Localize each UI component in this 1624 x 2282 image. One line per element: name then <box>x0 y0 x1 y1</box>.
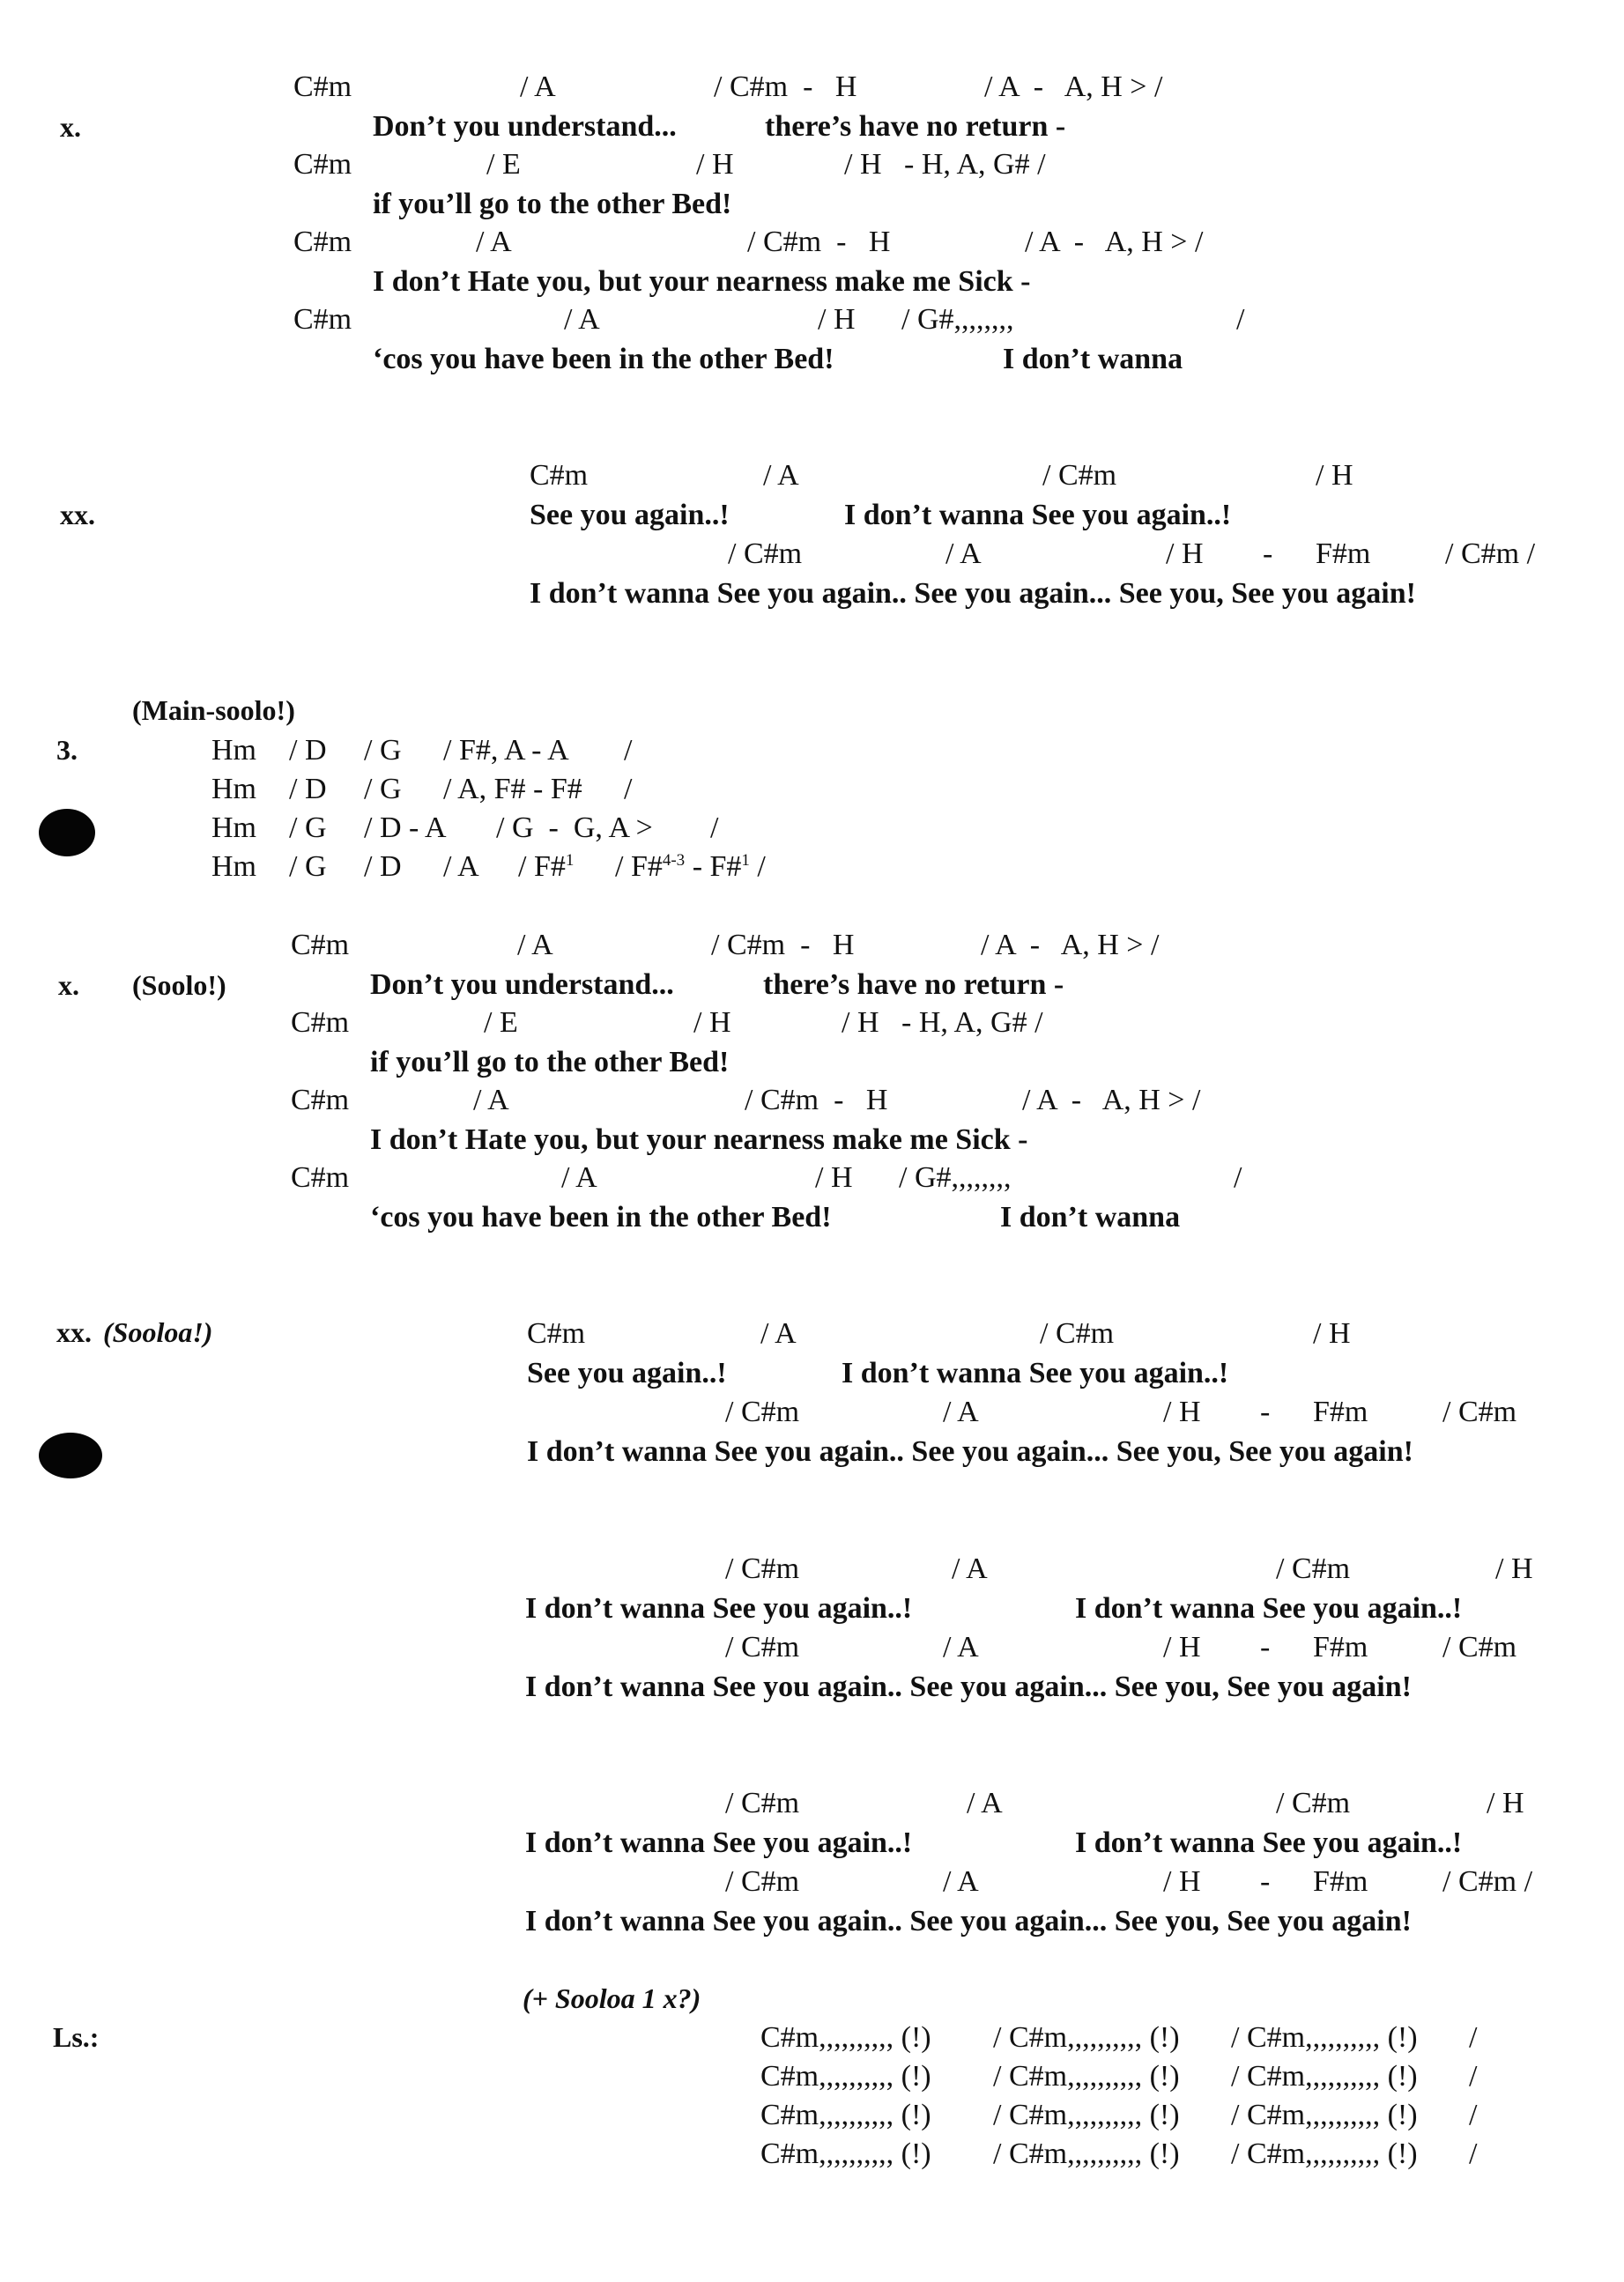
chord: / C#m,,,,,,,,,, (!) <box>1231 2138 1418 2170</box>
chord: / C#m <box>725 1631 800 1663</box>
chord: / A - A, H > / <box>1022 1084 1201 1116</box>
chord: / H <box>1163 1865 1201 1898</box>
lyric: ‘cos you have been in the other Bed! <box>373 343 834 375</box>
chord: / <box>1236 303 1245 336</box>
lyric: I don’t wanna <box>1000 1201 1181 1234</box>
lyric: I don’t wanna See you again..! <box>1075 1826 1463 1859</box>
chord-with-fingering: / F#$^{4-3}$ - F#$^1$ / <box>615 850 766 883</box>
chord: / C#m,,,,,,,,,, (!) <box>993 2099 1180 2131</box>
lyric: if you’ll go to the other Bed! <box>373 188 732 220</box>
lyric: Don’t you understand... <box>373 110 677 143</box>
chord: / <box>1469 2060 1478 2093</box>
chord: / D <box>364 850 402 883</box>
chord: / C#m <box>728 537 803 570</box>
chord: C#m <box>293 70 352 103</box>
chord: / A - A, H > / <box>1025 226 1204 258</box>
chord: / A <box>945 537 982 570</box>
chord: / C#m - H <box>745 1084 888 1116</box>
chord: / H <box>818 303 856 336</box>
chord: / A <box>561 1161 597 1194</box>
chord: C#m <box>293 226 352 258</box>
chord: Hm <box>211 773 256 805</box>
section-note: (Soolo!) <box>132 969 226 1001</box>
section-note: (Sooloa!) <box>103 1316 213 1348</box>
chord: / C#m,,,,,,,,,, (!) <box>1231 2021 1418 2054</box>
chord: / A <box>943 1631 979 1663</box>
chord: / A <box>517 929 553 961</box>
chord: / A <box>763 459 799 492</box>
chord: / A <box>443 850 479 883</box>
chord: / C#m <box>1040 1317 1115 1350</box>
lyric: I don’t wanna See you again..! <box>525 1592 913 1625</box>
chord: - <box>1263 537 1273 570</box>
section-label-ls: Ls.: <box>53 2021 100 2053</box>
chord: / A <box>943 1865 979 1898</box>
chord: C#m,,,,,,,,,, (!) <box>760 2099 931 2131</box>
section-label-3: 3. <box>56 734 78 766</box>
chord: / E <box>484 1006 518 1039</box>
chord: / C#m,,,,,,,,,, (!) <box>1231 2099 1418 2131</box>
chord: / C#m <box>1276 1787 1351 1819</box>
chord: F#m <box>1316 537 1371 570</box>
chord: / C#m <box>725 1396 800 1428</box>
chord: / A <box>967 1787 1003 1819</box>
chord: / C#m - H <box>714 70 857 103</box>
chord: / C#m - H <box>747 226 891 258</box>
chord: C#m <box>291 1084 350 1116</box>
lyric: I don’t Hate you, but your nearness make me Sick - <box>373 265 1031 298</box>
chord: / C#m <box>1442 1631 1517 1663</box>
chord: / H <box>696 148 734 181</box>
chord: / A - A, H > / <box>981 929 1160 961</box>
lyric: ‘cos you have been in the other Bed! <box>370 1201 832 1234</box>
chord: C#m <box>293 148 352 181</box>
section-label-xx: xx. <box>60 499 95 530</box>
chord: / H <box>693 1006 731 1039</box>
chord: / H <box>815 1161 853 1194</box>
chord: / <box>1469 2021 1478 2054</box>
chord: F#m <box>1313 1865 1368 1898</box>
chord: / G - G, A > <box>496 811 653 844</box>
section-title: (Main-soolo!) <box>132 694 295 726</box>
chord: / <box>710 811 719 844</box>
chord: C#m <box>291 929 350 961</box>
chord: / A <box>473 1084 509 1116</box>
lyric: I don’t wanna See you again..! <box>525 1826 913 1859</box>
chord: / <box>1469 2099 1478 2131</box>
section-label-x: x. <box>60 111 81 143</box>
chord: - <box>1260 1865 1271 1898</box>
chord: - <box>1260 1631 1271 1663</box>
chord: / A <box>760 1317 797 1350</box>
lyric: I don’t Hate you, but your nearness make me Sick - <box>370 1123 1028 1156</box>
chord: / <box>1234 1161 1242 1194</box>
chord: / C#m <box>725 1865 800 1898</box>
chord: / A <box>943 1396 979 1428</box>
lyric: I don’t wanna <box>1003 343 1183 375</box>
lyric: there’s have no return - <box>763 968 1064 1001</box>
chord: / G#,,,,,,,, <box>901 303 1014 336</box>
chord: / D <box>289 734 327 767</box>
chord: / D - A <box>364 811 447 844</box>
chord: / A <box>476 226 512 258</box>
chord: / C#m <box>1442 1396 1517 1428</box>
chord: C#m,,,,,,,,,, (!) <box>760 2138 931 2170</box>
lyric: See you again..! <box>530 499 730 531</box>
chord: / H <box>1163 1631 1201 1663</box>
chord: Hm <box>211 734 256 767</box>
chord: / H <box>1495 1552 1533 1585</box>
chord: / D <box>289 773 327 805</box>
chord: / F#, A - A <box>443 734 569 767</box>
chord: / G#,,,,,,,, <box>899 1161 1012 1194</box>
chord: / G <box>364 773 402 805</box>
chord: Hm <box>211 811 256 844</box>
chord: / G <box>289 850 327 883</box>
chord: / C#m <box>1042 459 1117 492</box>
chord: / A <box>520 70 556 103</box>
chord: / C#m / <box>1442 1865 1533 1898</box>
chord: / A, F# - F# <box>443 773 582 805</box>
lyric: See you again..! <box>527 1357 727 1389</box>
chord: / H - H, A, G# / <box>842 1006 1043 1039</box>
chord: / C#m,,,,,,,,,, (!) <box>993 2060 1180 2093</box>
chord-with-fingering: / F#$^1$ <box>518 850 575 883</box>
chord: / H <box>1163 1396 1201 1428</box>
chord: / C#m / <box>1445 537 1536 570</box>
chord: C#m,,,,,,,,,, (!) <box>760 2060 931 2093</box>
ink-blot <box>39 809 95 856</box>
chord: / <box>624 773 633 805</box>
chord: / A <box>564 303 600 336</box>
chord: / C#m,,,,,,,,,, (!) <box>993 2021 1180 2054</box>
chord: / A - A, H > / <box>984 70 1163 103</box>
chord: C#m,,,,,,,,,, (!) <box>760 2021 931 2054</box>
chord: C#m <box>530 459 589 492</box>
chord: / C#m <box>725 1787 800 1819</box>
chord: / H <box>1313 1317 1351 1350</box>
chord: / <box>624 734 633 767</box>
chord: / C#m <box>1276 1552 1351 1585</box>
section-label-xx: xx. <box>56 1316 92 1348</box>
chord: C#m <box>291 1006 350 1039</box>
outro-note: (+ Sooloa 1 x?) <box>523 1982 701 2014</box>
lyric: I don’t wanna See you again.. See you again... See you, See you again! <box>527 1435 1413 1468</box>
chord: / <box>1469 2138 1478 2170</box>
chord: / C#m,,,,,,,,,, (!) <box>993 2138 1180 2170</box>
lyric: I don’t wanna See you again.. See you again... See you, See you again! <box>525 1905 1412 1937</box>
chord: / H <box>1166 537 1204 570</box>
chord: F#m <box>1313 1396 1368 1428</box>
lyric: Don’t you understand... <box>370 968 674 1001</box>
chord: / H <box>1316 459 1353 492</box>
lyric: I don’t wanna See you again.. See you again... See you, See you again! <box>530 577 1416 610</box>
chord: C#m <box>291 1161 350 1194</box>
chord: / G <box>364 734 402 767</box>
chord: C#m <box>527 1317 586 1350</box>
lyric: if you’ll go to the other Bed! <box>370 1046 730 1078</box>
chord: / H <box>1487 1787 1524 1819</box>
chord: - <box>1260 1396 1271 1428</box>
chord: / G <box>289 811 327 844</box>
chord: C#m <box>293 303 352 336</box>
chord: / A <box>952 1552 988 1585</box>
chord: F#m <box>1313 1631 1368 1663</box>
lyric: I don’t wanna See you again.. See you again... See you, See you again! <box>525 1671 1412 1703</box>
chord: / H - H, A, G# / <box>844 148 1046 181</box>
lyric: I don’t wanna See you again..! <box>1075 1592 1463 1625</box>
lyric: there’s have no return - <box>765 110 1066 143</box>
lyric: I don’t wanna See you again..! <box>844 499 1232 531</box>
chord: / C#m,,,,,,,,,, (!) <box>1231 2060 1418 2093</box>
chord: / C#m - H <box>711 929 855 961</box>
lyric: I don’t wanna See you again..! <box>842 1357 1229 1389</box>
chord: / E <box>486 148 521 181</box>
chord: Hm <box>211 850 256 883</box>
ink-blot <box>39 1433 102 1478</box>
chord: / C#m <box>725 1552 800 1585</box>
section-label-x: x. <box>58 969 79 1001</box>
